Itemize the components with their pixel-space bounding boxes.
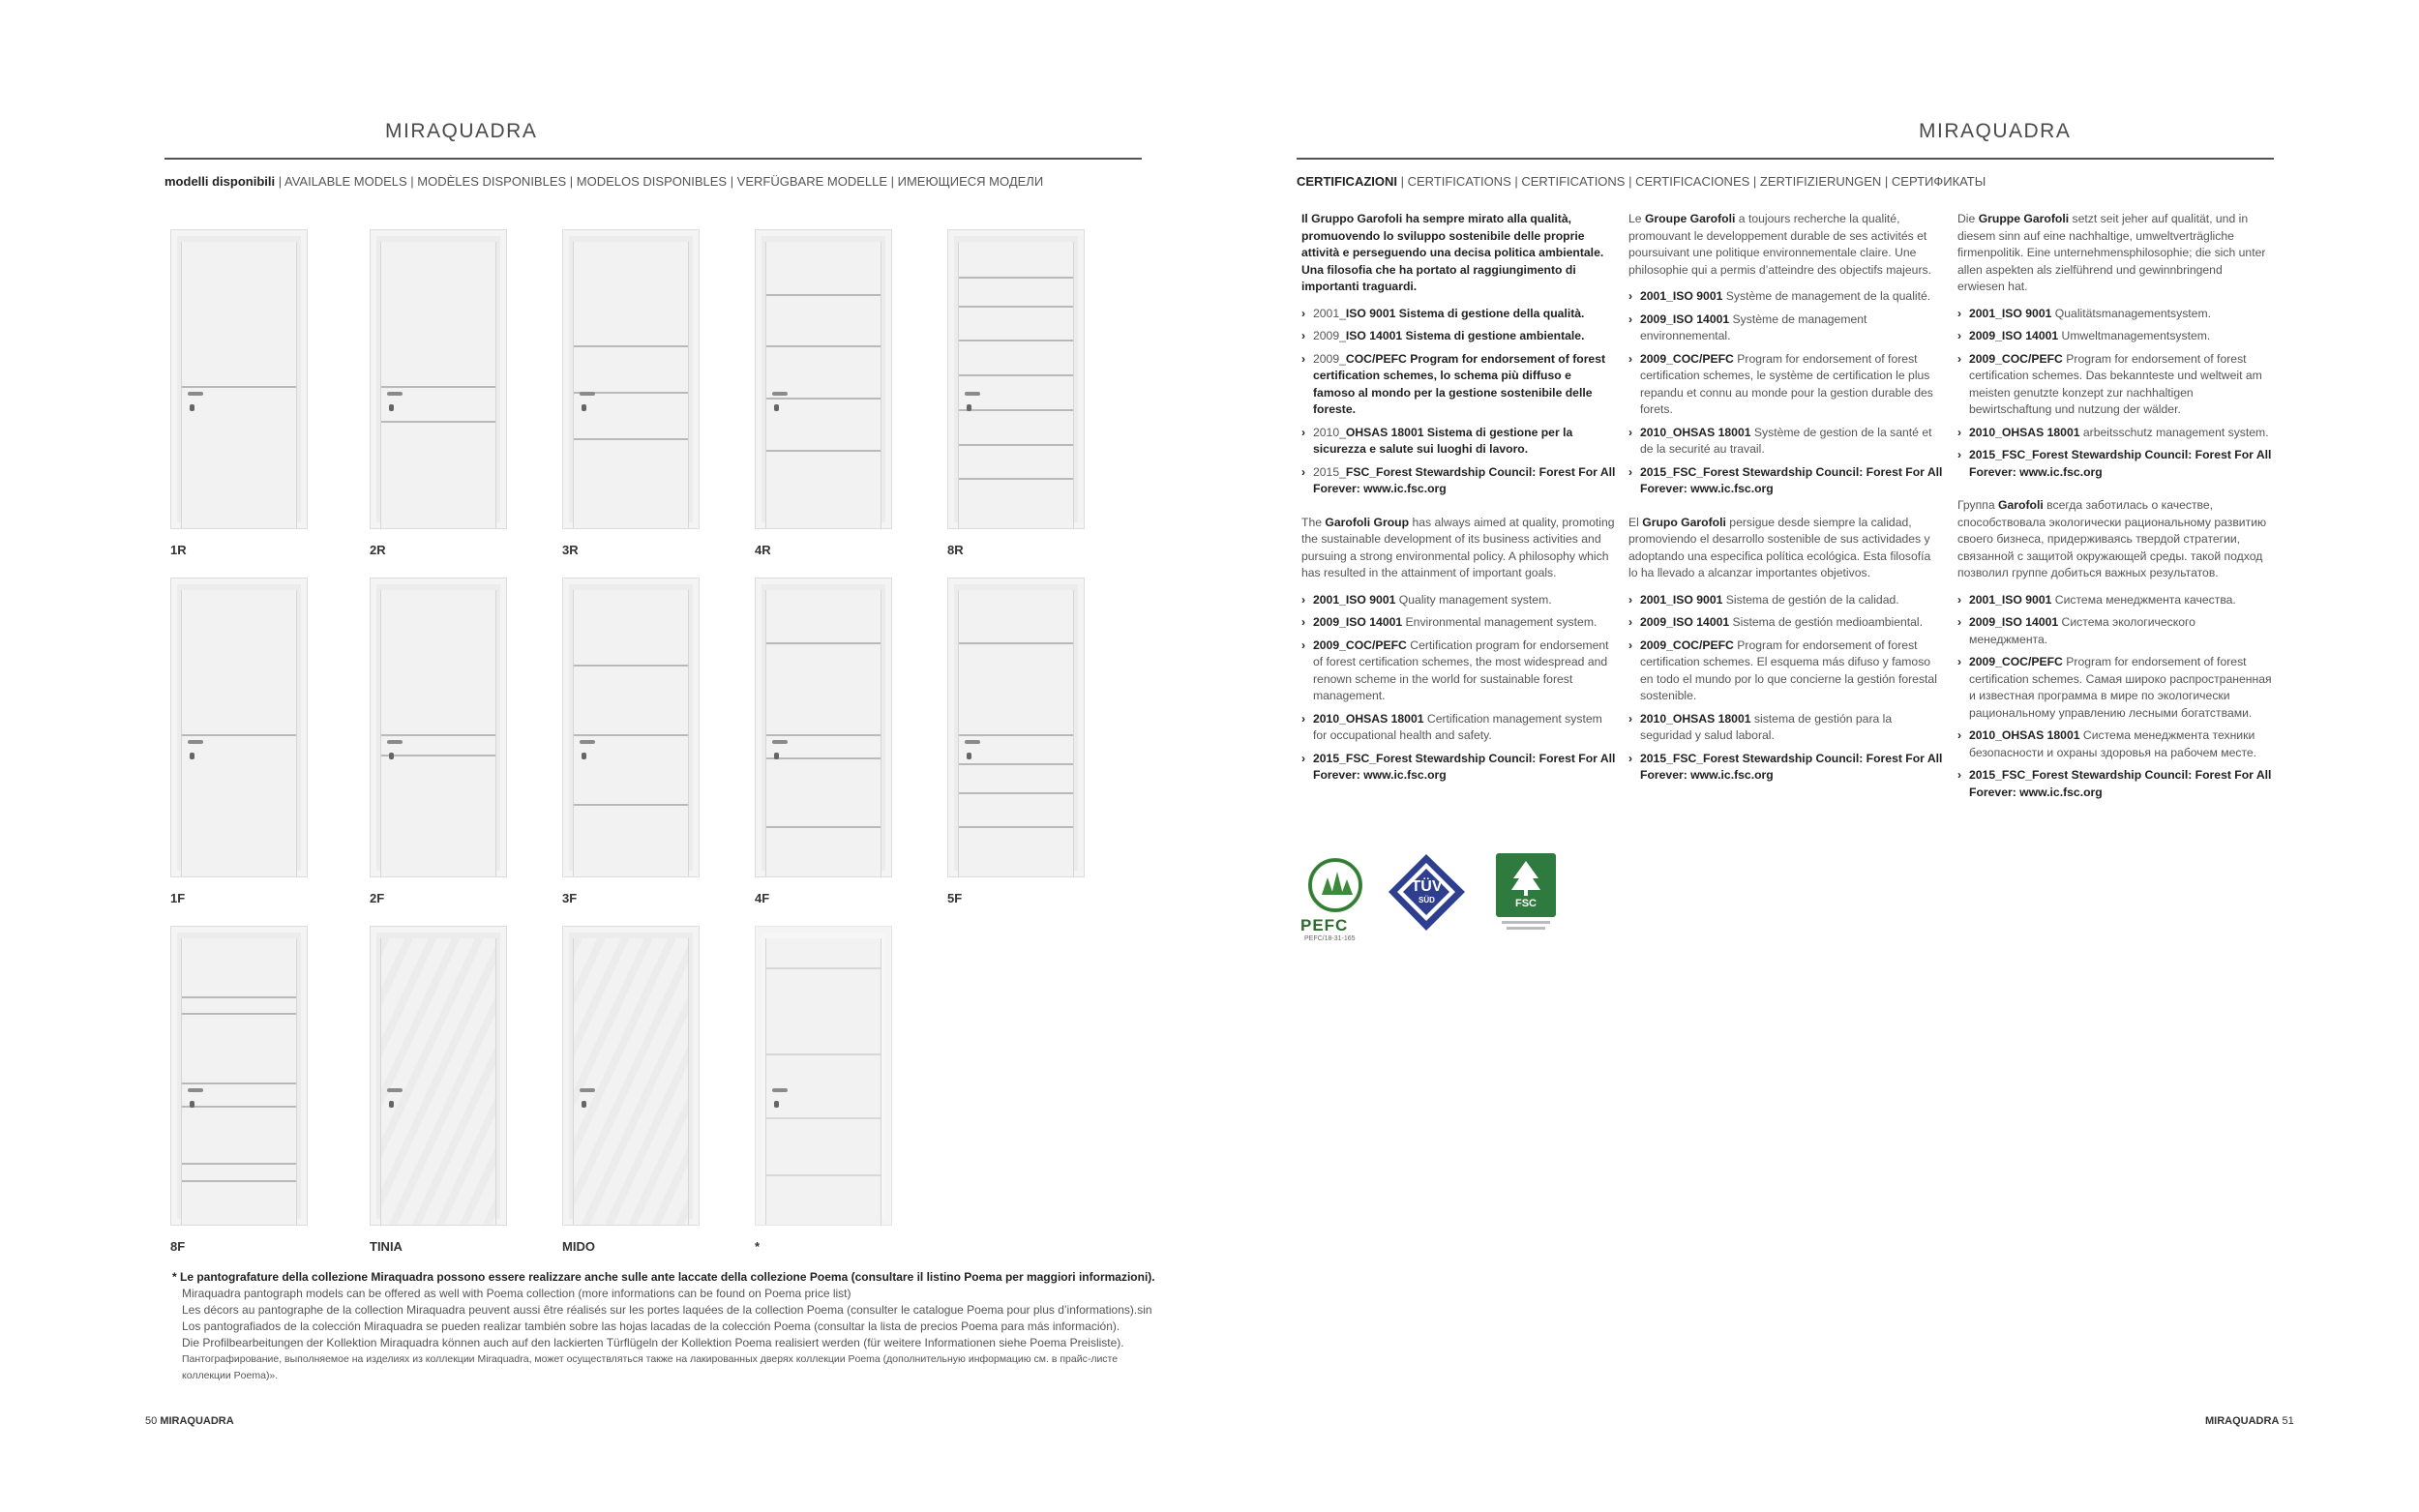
item-bold: 2009_ISO 14001 [1640,615,1730,629]
cert-fr-item [1628,311,1943,345]
item-bold: 2010_OHSAS 18001 [1640,711,1751,726]
cert-it-item [1301,351,1616,419]
door-groove [959,340,1073,341]
item-text: Environmental management system. [1402,615,1598,629]
cert-ru-item [1957,614,2272,648]
intro-part: Die [1957,212,1979,225]
cert-fr-item [1628,425,1943,459]
cert-it-item [1301,306,1616,323]
door-groove [766,294,881,296]
door-lock [774,753,779,759]
door-groove [766,1174,881,1176]
door-handle [965,392,980,396]
door-image [170,578,308,877]
cert-caption-rest: | CERTIFICATIONS | CERTIFICATIONS | CERTIFICACIONES | ZERTIFIZIERUNGEN | СЕРТИФИКАТЫ [1397,174,1986,189]
item-bold: 2009_ISO 14001 [1640,311,1730,326]
cert-column-2 [1628,211,1943,801]
item-text: Système de management environnemental. [1640,311,1867,342]
door-model-label: 8F [170,1239,186,1254]
pefc-logo [1297,856,1374,943]
cert-ru-item [1957,654,2272,722]
door-groove [182,1013,296,1015]
door-groove [766,826,881,828]
door-leaf [181,242,297,528]
door-lock [774,1101,779,1108]
cert-en-item [1301,711,1616,745]
door-leaf [958,242,1074,528]
door-handle [387,1088,403,1092]
intro-company: Grupo Garofoli [1642,515,1726,529]
door-handle [387,740,403,744]
door-handle [772,740,788,744]
cert-ru-intro [1957,497,2272,582]
item-bold: 2001_ISO 9001 [1313,592,1396,607]
door-model-label: 5F [947,891,963,905]
door-image [755,578,892,877]
door-model [947,578,1085,905]
door-leaf [958,590,1074,876]
door-leaf [765,590,881,876]
item-text: Система менеджмента техники безопасности и охраны здоровья на рабочем месте. [1969,728,2257,759]
door-model [562,229,700,557]
item-bold: 2009_ISO 14001 [1969,615,2059,629]
footnote-line-de: Die Profilbearbeitungen der Kollektion Miraquadra können auch auf den lackierten Türflügeln der Kollektion Poema realisiert werden (für weitere Informationen siehe Poema Preisliste). [182,1336,1124,1349]
intro-part: a toujours recherche la qualité, promouvant le developpement durable de ses activités et poursuivant une politique environnementale claire. Une philosophie qui a permis d’atteindre des objectifs majeurs. [1628,212,1931,277]
door-groove [182,1106,296,1108]
door-lock [582,1101,586,1108]
models-caption-bold: modelli disponibili [164,174,276,189]
door-model [170,229,308,557]
door-model-label: 1R [170,543,187,557]
tuv-sud-logo [1386,851,1468,934]
door-lock [389,753,394,759]
door-lock [389,404,394,411]
item-text: Система менеджмента качества. [2051,592,2236,607]
item-bold: 2015_FSC_Forest Stewardship Council: Forest For All Forever: www.ic.fsc.org [1640,464,1943,495]
cert-es-item [1628,637,1943,705]
pefc-text: PEFC [1300,916,1349,934]
right-footer-brand: MIRAQUADRA [2205,1415,2280,1427]
door-model [562,926,700,1254]
door-groove [381,755,495,756]
door-model-label: 4R [755,543,771,557]
item-year: 2015_ [1313,464,1346,479]
item-bold: ISO 14001 Sistema di gestione ambientale. [1345,329,1585,342]
left-page-number: 50 [145,1415,158,1427]
door-lock [190,404,194,411]
door-groove [959,374,1073,376]
door-lock [582,404,586,411]
item-text: Program for endorsement of forest certification schemes. Das bekannteste und weltweit am meisten genutzte konzept zur nachhaltigen bewirtschaftung und nutzung der wälder. [1969,351,2262,416]
door-lock [967,753,971,759]
cert-ru-list [1957,592,2272,802]
item-year: 2010_ [1313,425,1346,439]
door-model-label: 8R [947,543,964,557]
item-text: Program for endorsement of forest certification schemes. El esquema más difuso y famoso en todo el mundo por lo que concierne la gestión forestal sostenible. [1640,637,1937,702]
intro-part: persigue desde siempre la calidad, promoviendo el desarrollo sostenible de sus actividades y adoptando una especifica política ecológica. Esta filosofía lo ha llevado a alcanzar importantes objetivos. [1628,515,1931,579]
door-handle [580,1088,595,1092]
right-page-title: MIRAQUADRA [1919,120,2072,142]
door-model-label: TINIA [370,1239,403,1254]
door-handle [772,1088,788,1092]
intro-part: setzt seit jeher auf qualität, und in diesem sinn auf eine nachhaltige, umweltverträgliche firmenpolitik. Eine unternehmensphilosophie; die sich unter allen aspekten als zielführend und gewinnbringend erwiesen hat. [1957,212,2266,293]
left-title-rule [164,158,1142,160]
cert-en-item [1301,614,1616,632]
door-leaf [380,590,496,876]
door-groove [381,421,495,423]
door-model [562,578,700,905]
item-year: 2009_ [1313,351,1346,366]
door-lock [389,1101,394,1108]
door-texture [381,938,495,1225]
item-bold: 2009_ISO 14001 [1969,329,2059,342]
cert-en-list [1301,592,1616,785]
door-groove [766,1117,881,1119]
item-bold: 2001_ISO 9001 [1969,592,2052,607]
door-groove [766,398,881,400]
door-groove [574,665,688,667]
cert-en-item [1301,592,1616,609]
fsc-badge [1496,853,1556,917]
door-model [755,578,892,905]
door-handle [772,392,788,396]
item-bold: 2015_FSC_Forest Stewardship Council: Forest For All Forever: www.ic.fsc.org [1969,448,2272,479]
item-bold: 2010_OHSAS 18001 [1640,425,1751,439]
door-image [170,926,308,1226]
cert-es-list [1628,592,1943,785]
door-groove [959,409,1073,411]
door-handle [188,392,203,396]
door-groove [766,345,881,347]
right-page-number: 51 [2282,1415,2294,1427]
item-text: Système de management de la qualité. [1722,289,1931,303]
fsc-logo [1496,853,1556,945]
door-model [170,578,308,905]
item-text: arbeitsschutz management system. [2079,425,2269,439]
door-image [370,229,507,529]
cert-ru-item [1957,727,2272,761]
right-page-footer [2205,1415,2294,1427]
door-groove [574,345,688,347]
door-leaf [765,938,881,1225]
door-groove [381,386,495,388]
door-model [370,578,507,905]
item-text: Program for endorsement of forest certification schemes. Самая широко распространенная и известная программа в мире по экологически рациональному управлению лесными богатствами. [1969,655,2272,720]
door-groove [574,804,688,806]
door-leaf [765,242,881,528]
item-bold: 2001_ISO 9001 [1640,592,1723,607]
cert-fr-item [1628,288,1943,306]
item-bold: 2009_ISO 14001 [1313,615,1403,629]
cert-fr-item [1628,464,1943,498]
cert-it-item [1301,464,1616,498]
door-groove [766,734,881,736]
door-groove [959,792,1073,794]
item-bold: 2015_FSC_Forest Stewardship Council: Forest For All Forever: www.ic.fsc.org [1313,751,1616,782]
item-bold: 2010_OHSAS 18001 [1969,728,2080,742]
door-groove [182,1082,296,1084]
door-model [755,926,892,1254]
cert-es-item [1628,614,1943,632]
cert-es-item [1628,711,1943,745]
certifications-caption [1297,174,1986,189]
cert-en-item [1301,751,1616,785]
door-leaf [380,938,496,1225]
left-page-footer [145,1415,234,1427]
item-text: Certification management system for occupational health and safety. [1313,711,1602,742]
item-bold: 2010_OHSAS 18001 [1969,425,2080,439]
footnote-translations [172,1286,1159,1384]
door-groove [182,386,296,388]
intro-company: Gruppe Garofoli [1978,212,2070,225]
intro-company: Garofoli [1998,498,2044,512]
door-handle [965,740,980,744]
door-groove [959,642,1073,644]
door-image [170,229,308,529]
door-image [370,926,507,1226]
cert-ru-item [1957,767,2272,801]
item-text: Sistema de gestión de la calidad. [1722,592,1899,607]
fsc-caption-line [1507,927,1545,930]
door-handle [188,1088,203,1092]
footnote-line-es: Los pantografiados de la colección Miraquadra se pueden realizar también sobre las hojas lacadas de la colección Poema (consultar la lista de precios Poema para más información). [182,1319,1120,1333]
item-text: Qualitätsmanagementsystem. [2051,306,2211,320]
door-leaf [181,590,297,876]
door-model-label: 4F [755,891,770,905]
intro-part: Группа [1957,498,1999,512]
cert-fr-intro [1628,211,1943,279]
door-groove [959,444,1073,446]
item-text: Quality management system. [1395,592,1552,607]
door-image [562,578,700,877]
cert-en-item [1301,637,1616,705]
intro-part: has always aimed at quality, promoting the sustainable development of its business activities and pursuing a strong environmental policy. A philosophy which has resulted in the attainment of important goals. [1301,515,1615,579]
models-footnote [172,1269,1159,1384]
cert-de-item [1957,306,2272,323]
door-leaf [573,938,689,1225]
door-model [370,926,507,1254]
tuv-sub-text: SÜD [1419,896,1435,904]
door-image [370,578,507,877]
door-leaf [573,590,689,876]
door-lock [190,753,194,759]
door-model-label: 3F [562,891,578,905]
door-model [370,229,507,557]
intro-part: Le [1628,212,1645,225]
intro-company: Garofoli Group [1325,515,1410,529]
item-bold: 2009_COC/PEFC [1969,351,2063,366]
door-leaf [181,938,297,1225]
item-bold: 2009_COC/PEFC [1969,655,2063,668]
cert-de-list [1957,306,2272,482]
cert-ru-item [1957,592,2272,609]
intro-part: The [1301,515,1326,529]
cert-it-list [1301,306,1616,498]
door-lock [190,1101,194,1108]
door-groove [766,450,881,452]
item-text: sistema de gestión para la seguridad y salud laboral. [1640,711,1893,742]
footnote-lead: * Le pantografature della collezione Miraquadra possono essere realizzare anche sulle ante laccate della collezione Poema (consultare il listino Poema per maggiori informazioni). [172,1270,1155,1284]
door-lock [582,753,586,759]
item-text: Système de gestion de la santé et de la securité au travail. [1640,425,1932,456]
item-bold: 2015_FSC_Forest Stewardship Council: Forest For All Forever: www.ic.fsc.org [1640,751,1943,782]
door-model-label: 1F [170,891,186,905]
door-image [947,578,1085,877]
door-groove [766,757,881,759]
item-bold: 2001_ISO 9001 [1969,306,2052,320]
cert-es-item [1628,751,1943,785]
item-bold: 2009_COC/PEFC [1313,637,1407,652]
door-handle [188,740,203,744]
fsc-text: FSC [1515,898,1537,909]
pefc-code: PEFC/18-31-165 [1304,935,1356,942]
item-year: 2001_ [1313,306,1346,320]
door-groove [766,967,881,969]
cert-caption-bold: CERTIFICAZIONI [1297,174,1397,189]
left-page-title: MIRAQUADRA [385,120,538,142]
door-image [755,926,892,1226]
item-bold: 2015_FSC_Forest Stewardship Council: Forest For All Forever: www.ic.fsc.org [1969,768,2272,799]
door-leaf [380,242,496,528]
item-bold: ISO 9001 Sistema di gestione della qualità. [1345,306,1585,320]
cert-de-item [1957,425,2272,442]
cert-es-intro [1628,515,1943,582]
door-model-label: 2R [370,543,386,557]
footnote-line-en: Miraquadra pantograph models can be offered as well with Poema collection (more informations can be found on Poema price list) [182,1287,851,1300]
footnote-line-fr: Les décors au pantographe de la collection Miraquadra peuvent aussi être réalisés sur les portes laquées de la collection Poema (consulter le catalogue Poema pour plus d’informations).sin [182,1303,1152,1317]
door-leaf [573,242,689,528]
cert-es-item [1628,592,1943,609]
item-bold: OHSAS 18001 Sistema di gestione per la sicurezza e salute sui luoghi di lavoro. [1313,425,1573,456]
cert-column-3 [1957,211,2272,817]
right-title-rule [1297,158,2274,160]
item-bold: 2010_OHSAS 18001 [1313,711,1424,726]
cert-de-intro [1957,211,2272,296]
door-groove [959,734,1073,736]
item-bold: FSC_Forest Stewardship Council: Forest For All Forever: www.ic.fsc.org [1313,464,1616,495]
door-groove [182,1180,296,1182]
door-groove [959,478,1073,480]
footnote-line-ru: Пантографирование, выполняемое на изделиях из коллекции Miraquadra, может осуществляться также на лакированных дверях коллекции Poema (дополнительную информацию см. в прайс-листе коллекции Poema)». [182,1353,1119,1381]
models-caption [164,174,1043,189]
door-groove [959,826,1073,828]
tuv-text: TÜV [1411,878,1443,895]
item-year: 2009_ [1313,329,1346,342]
door-groove [959,277,1073,279]
fsc-caption-line [1502,921,1550,924]
item-text: Program for endorsement of forest certification schemes, le système de certification le plus repandu et connu au monde pour la gestion durable des forets. [1640,351,1933,416]
door-model-label: MIDO [562,1239,595,1254]
door-groove [959,306,1073,308]
cert-de-item [1957,447,2272,481]
item-text: Umweltmanagementsystem. [2058,329,2211,342]
left-footer-brand: MIRAQUADRA [160,1415,234,1427]
door-model [947,229,1085,557]
item-bold: 2009_COC/PEFC [1640,351,1734,366]
door-handle [387,392,403,396]
door-image [562,229,700,529]
cert-it-intro: Il Gruppo Garofoli ha sempre mirato alla qualità, promuovendo lo sviluppo sostenibile delle proprie attività e perseguendo una decisa politica ambientale. Una filosofia che ha portato al raggiungimento di importanti traguardi. [1301,212,1604,293]
door-groove [381,734,495,736]
door-groove [182,996,296,998]
door-model-label: 3R [562,543,579,557]
door-image [562,926,700,1226]
door-groove [959,763,1073,765]
door-groove [182,1163,296,1165]
door-texture [574,938,688,1225]
cert-de-item [1957,328,2272,345]
models-caption-rest: | AVAILABLE MODELS | MODÈLES DISPONIBLES | MODELOS DISPONIBLES | VERFÜGBARE MODELLE | ИМЕЮЩИЕСЯ МОДЕЛИ [275,174,1044,189]
item-bold: 2009_COC/PEFC [1640,637,1734,652]
item-bold: COC/PEFC Program for endorsement of forest certification schemes, lo schema più diffuso e famoso al mondo per la gestione sostenibile delle foreste. [1313,351,1606,416]
cert-it-item [1301,425,1616,459]
item-text: Certification program for endorsement of forest certification schemes, the most widespread and renown scheme in the world for sustainable forest management. [1313,637,1609,702]
door-handle [580,392,595,396]
door-model-label: * [755,1239,761,1254]
door-groove [766,1053,881,1055]
intro-part: El [1628,515,1643,529]
door-lock [967,404,971,411]
cert-fr-list [1628,288,1943,498]
item-text: Система экологического менеджмента. [1969,615,2195,646]
cert-column-1 [1301,211,1616,801]
item-bold: 2001_ISO 9001 [1640,289,1723,303]
cert-de-item [1957,351,2272,419]
door-handle [580,740,595,744]
intro-company: Groupe Garofoli [1644,212,1736,225]
door-groove [574,734,688,736]
door-model [755,229,892,557]
door-groove [766,642,881,644]
cert-en-intro [1301,515,1616,582]
door-image [947,229,1085,529]
item-text: Sistema de gestión medioambiental. [1729,615,1924,629]
door-groove [182,734,296,736]
cert-fr-item [1628,351,1943,419]
door-groove [574,438,688,440]
door-model-label: 2F [370,891,385,905]
cert-it-item [1301,328,1616,345]
door-model [170,926,308,1254]
door-image [755,229,892,529]
intro-part: всегда заботилась о качестве, способствовала экологически рациональному развитию своего бизнеса, придерживаясь твердой стратегии, связанной с защитой окружающей среды. такой подход позволил группе добиться важных результатов. [1957,498,2267,579]
door-lock [774,404,779,411]
